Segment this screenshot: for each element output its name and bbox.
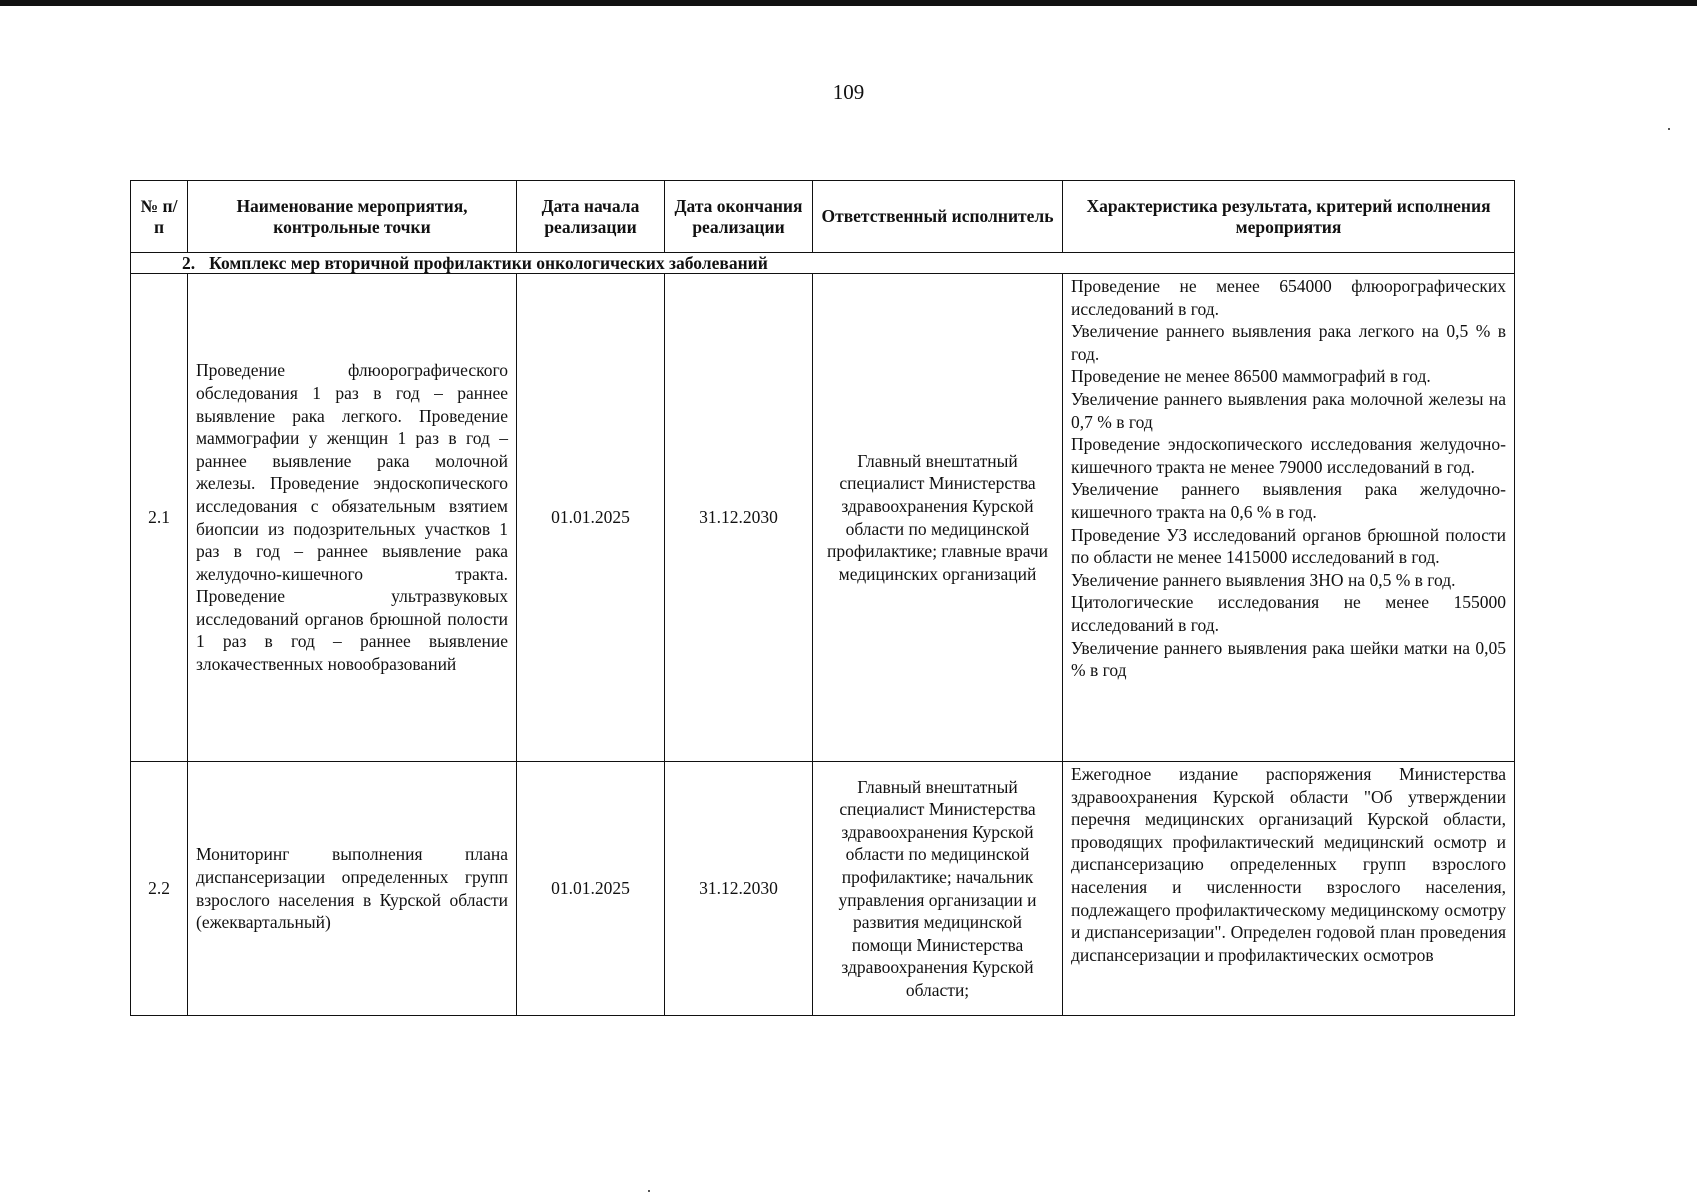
result-line: Увеличение раннего выявления рака молочной железы на 0,7 % в год bbox=[1071, 388, 1506, 432]
row-end-date: 31.12.2030 bbox=[665, 274, 813, 762]
scan-top-border bbox=[0, 0, 1697, 6]
section-row bbox=[131, 253, 1515, 274]
result-line: Проведение эндоскопического исследования желудочно-кишечного тракта не менее 79000 исследований в год. bbox=[1071, 434, 1506, 477]
row-number: 2.1 bbox=[131, 274, 188, 762]
header-name: Наименование мероприятия, контрольные точки bbox=[188, 181, 517, 253]
result-line: Проведение не менее 654000 флюорографических исследований в год. bbox=[1071, 276, 1506, 319]
result-line: Проведение УЗ исследований органов брюшной полости по области не менее 1415000 исследований в год. bbox=[1071, 524, 1506, 568]
section-title: Комплекс мер вторичной профилактики онкологических заболеваний bbox=[209, 253, 768, 273]
table-row bbox=[131, 274, 1515, 762]
row-start-date: 01.01.2025 bbox=[517, 762, 665, 1016]
table-header-row bbox=[131, 181, 1515, 253]
result-line: Проведение не менее 86500 маммографий в год. bbox=[1071, 366, 1431, 387]
scan-speck bbox=[1668, 128, 1670, 130]
scan-speck bbox=[648, 1190, 650, 1192]
result-line: Ежегодное издание распоряжения Министерства здравоохранения Курской области "Об утверждении перечня медицинских организаций Курской области, проводящих профилактический медицинский осмотр и диспансеризацию определенных групп взрослого населения и численности взрослого населения, подлежащего профилактическому медицинскому осмотру и диспансеризации". Определен годовой план проведения диспансеризации и профилактических осмотров bbox=[1071, 764, 1506, 965]
section-cell bbox=[131, 253, 1515, 274]
row-responsible: Главный внештатный специалист Министерства здравоохранения Курской области по медицинской профилактике; главные врачи медицинских организаций bbox=[813, 274, 1063, 762]
header-num: № п/п bbox=[131, 181, 188, 253]
row-end-date: 31.12.2030 bbox=[665, 762, 813, 1016]
result-line: Увеличение раннего выявления рака желудочно-кишечного тракта на 0,6 % в год. bbox=[1071, 479, 1506, 522]
result-line: Увеличение раннего выявления рака легкого на 0,5 % в год. bbox=[1071, 321, 1506, 364]
section-number: 2. bbox=[182, 253, 196, 273]
row-name: Мониторинг выполнения плана диспансеризации определенных групп взрослого населения в Курской области (ежеквартальный) bbox=[188, 762, 517, 1016]
header-end-date: Дата окончания реализации bbox=[665, 181, 813, 253]
table-row bbox=[131, 762, 1515, 1016]
result-line: Увеличение раннего выявления рака шейки матки на 0,05 % в год bbox=[1071, 637, 1506, 681]
row-name: Проведение флюорографического обследования 1 раз в год – раннее выявление рака легкого. Проведение маммографии у женщин 1 раз в год – раннее выявление рака молочной железы. Проведение эндоскопического исследования с обязательным взятием биопсии из подозрительных участков 1 раз в год – раннее выявление рака желудочно-кишечного тракта. Проведение ультразвуковых исследований органов брюшной полости 1 раз в год – раннее выявление злокачественных новообразований bbox=[188, 274, 517, 762]
page-number: 109 bbox=[832, 80, 865, 104]
header-start-date: Дата начала реализации bbox=[517, 181, 665, 253]
row-start-date: 01.01.2025 bbox=[517, 274, 665, 762]
row-responsible: Главный внештатный специалист Министерства здравоохранения Курской области по медицинской профилактике; начальник управления организации и развития медицинской помощи Министерства здравоохранения Курской области; bbox=[813, 762, 1063, 1016]
result-line: Цитологические исследования не менее 155000 исследований в год. bbox=[1071, 592, 1506, 635]
header-result: Характеристика результата, критерий исполнения мероприятия bbox=[1063, 181, 1515, 253]
result-line: Увеличение раннего выявления ЗНО на 0,5 % в год. bbox=[1071, 569, 1456, 590]
row-result bbox=[1063, 274, 1515, 762]
measures-table bbox=[130, 180, 1515, 1016]
row-number: 2.2 bbox=[131, 762, 188, 1016]
header-responsible: Ответственный исполнитель bbox=[813, 181, 1063, 253]
row-result bbox=[1063, 762, 1515, 1016]
